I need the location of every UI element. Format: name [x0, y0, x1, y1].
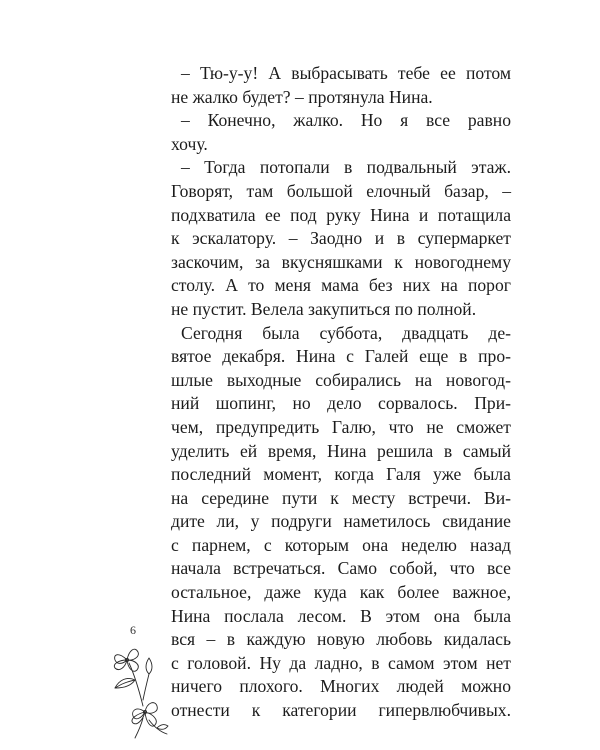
text-line: Нина послала лесом. В этом она была [171, 605, 511, 626]
text-line: отнести к категории гипервлюбчивых. [171, 700, 511, 721]
text-line: не жалко будет? – протянула Нина. [171, 86, 433, 107]
text-line: на середине пути к месту встречи. Ви- [171, 487, 511, 508]
body-text [171, 62, 511, 723]
text-line: заскочим, за вкусняшками к новогоднему [171, 251, 511, 272]
page-number: 6 [130, 623, 136, 637]
text-line: вся – в каждую новую любовь кидалась [171, 629, 511, 650]
text-line: не пустит. Велела закупиться по полной. [171, 298, 477, 319]
text-line: ничего плохого. Многих людей можно [171, 676, 511, 697]
text-line: дите ли, у подруги наметилось свидание [171, 511, 511, 532]
text-line: ний шопинг, но дело сорвалось. При- [171, 393, 511, 414]
text-line: подхватила ее под руку Нина и потащила [171, 204, 511, 225]
text-line: шлые выходные собирались на новогод- [171, 369, 511, 390]
text-line: к эскалатору. – Заодно и в супермаркет [171, 228, 511, 249]
text-line: – Конечно, жалко. Но я все равно [181, 110, 511, 131]
text-line: последний момент, когда Галя уже была [171, 464, 511, 485]
flower-sprig-icon [105, 640, 171, 740]
text-line: хочу. [171, 133, 208, 154]
text-line: с парнем, с которым она неделю назад [171, 534, 511, 555]
text-line: чем, предупредить Галю, что не сможет [171, 416, 511, 437]
text-line: уделить ей время, Нина решила в самый [171, 440, 511, 461]
text-line: – Тю-у-у! А выбрасывать тебе ее потом [181, 63, 511, 83]
text-line: – Тогда потопали в подвальный этаж. [181, 157, 511, 178]
text-line: остальное, даже куда как более важное, [171, 582, 511, 603]
text-line: с головой. Ну да ладно, в самом этом нет [171, 652, 511, 673]
text-line: Сегодня была суббота, двадцать де- [181, 322, 511, 343]
text-line: начала встречаться. Само собой, что все [171, 558, 511, 579]
text-line: Говорят, там большой елочный базар, – [171, 180, 511, 201]
text-line: вятое декабря. Нина с Галей еще в про- [171, 346, 511, 367]
text-line: столу. А то меня мама без них на порог [171, 275, 511, 296]
